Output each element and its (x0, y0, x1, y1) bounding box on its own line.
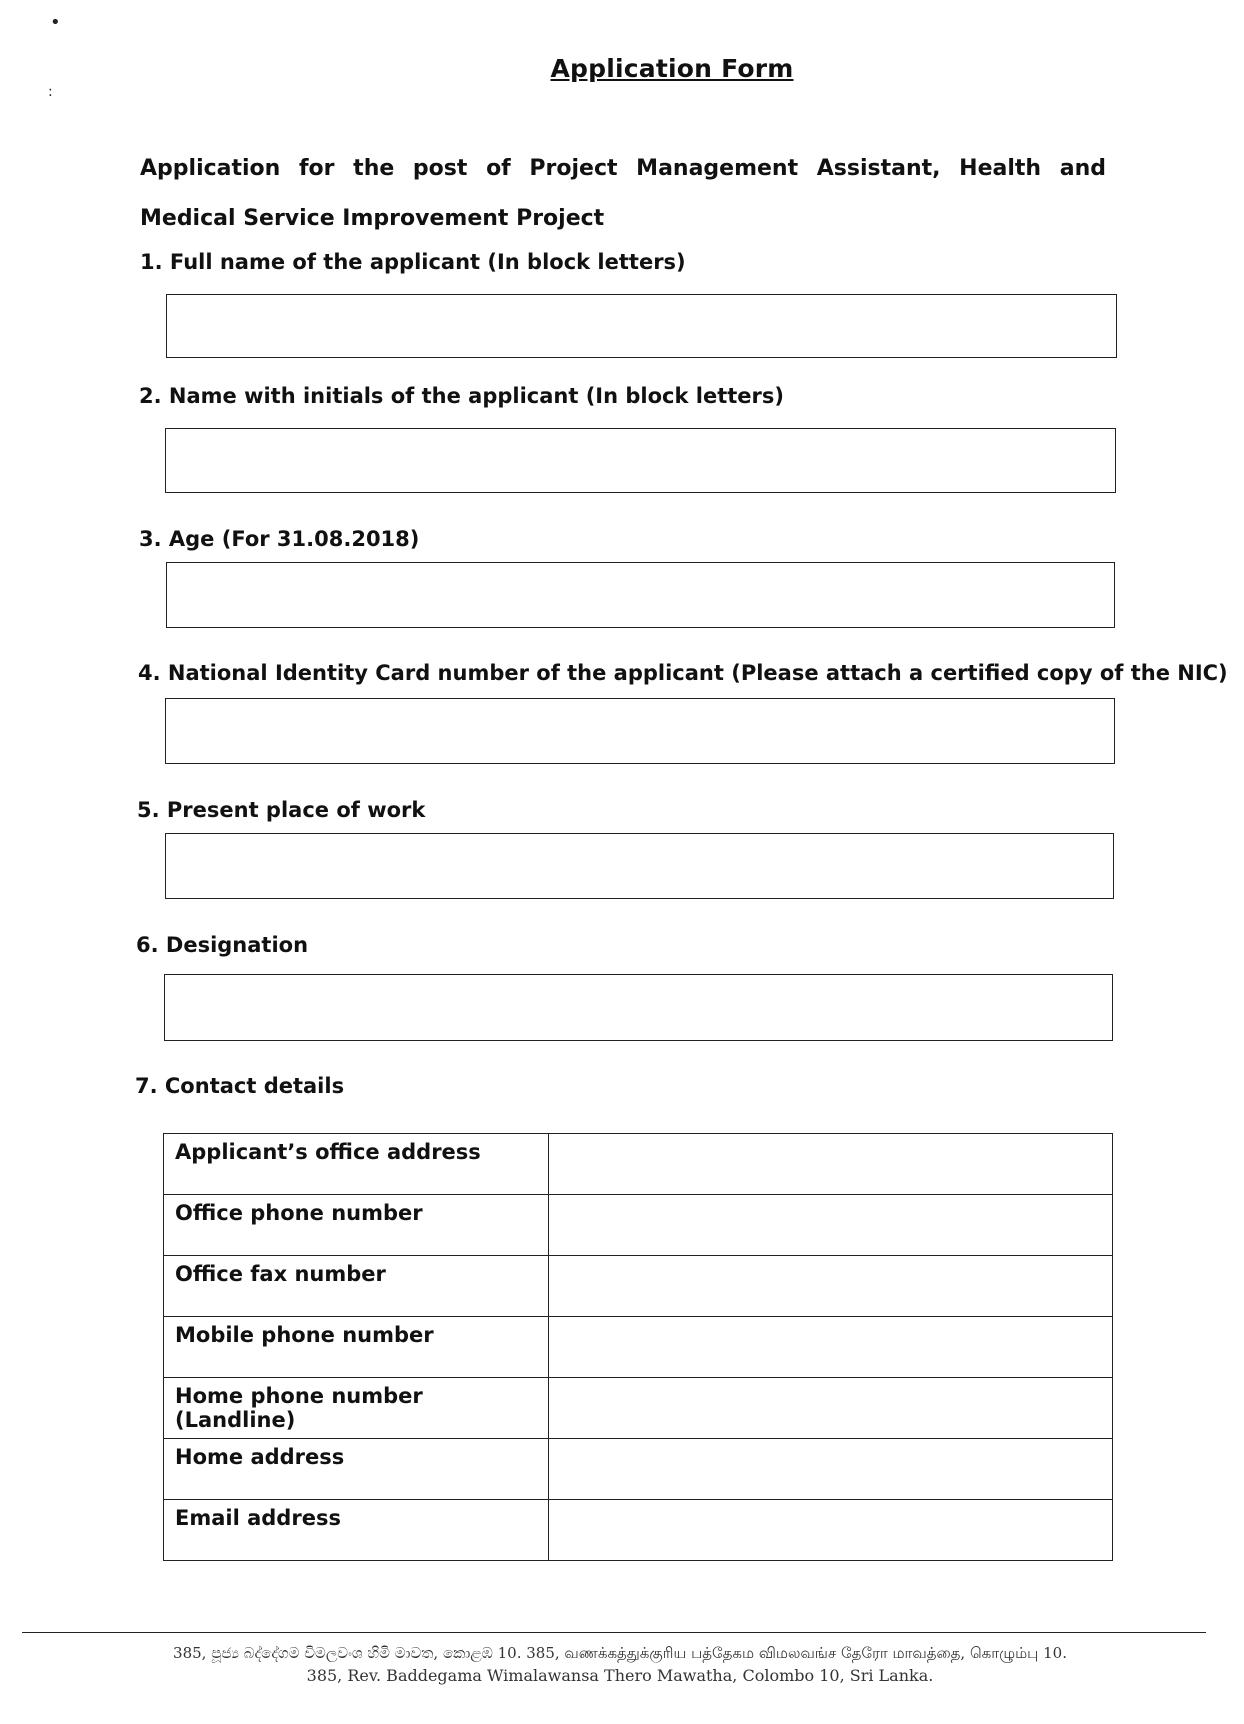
table-row (164, 1134, 1113, 1195)
question-contact-details: 7. Contact details (135, 1074, 345, 1098)
table-row (164, 1317, 1113, 1378)
contact-label: Mobile phone number (164, 1317, 549, 1378)
contact-details-table (163, 1133, 1113, 1561)
full-name-field[interactable] (166, 294, 1117, 358)
scan-mark: • (50, 12, 61, 33)
email-address-field[interactable] (549, 1500, 1113, 1561)
office-address-field[interactable] (549, 1134, 1113, 1195)
contact-label: Office phone number (164, 1195, 549, 1256)
table-row (164, 1500, 1113, 1561)
question-nic: 4. National Identity Card number of the applicant (Please attach a certified copy of the NIC) (138, 661, 1228, 685)
footer-divider (22, 1632, 1206, 1633)
contact-label: Office fax number (164, 1256, 549, 1317)
contact-label: Home address (164, 1439, 549, 1500)
contact-label: Home phone number (Landline) (164, 1378, 549, 1439)
table-row (164, 1439, 1113, 1500)
footer-address-local: 385, පූජ්‍ය බද්දේගම විමලවංශ හිමි මාවත, කොළඹ 10. 385, வணக்கத்துக்குரிய பத்தேகம விமலவங்ச தேரோ மாவத்தை, கொழும்பு 10. (173, 1644, 1067, 1662)
contact-label: Email address (164, 1500, 549, 1561)
form-title: Application Form (550, 54, 794, 83)
table-row (164, 1256, 1113, 1317)
mobile-phone-field[interactable] (549, 1317, 1113, 1378)
question-place-of-work: 5. Present place of work (137, 798, 426, 822)
question-age: 3. Age (For 31.08.2018) (139, 527, 420, 551)
question-full-name: 1. Full name of the applicant (In block letters) (140, 250, 686, 274)
table-row (164, 1195, 1113, 1256)
place-of-work-field[interactable] (165, 833, 1114, 899)
office-phone-field[interactable] (549, 1195, 1113, 1256)
table-row (164, 1378, 1113, 1439)
age-field[interactable] (166, 562, 1115, 628)
home-phone-field[interactable] (549, 1378, 1113, 1439)
home-address-field[interactable] (549, 1439, 1113, 1500)
contact-label: Applicant’s office address (164, 1134, 549, 1195)
question-name-initials: 2. Name with initials of the applicant (In block letters) (139, 384, 784, 408)
nic-field[interactable] (165, 698, 1115, 764)
footer-address-english: 385, Rev. Baddegama Wimalawansa Thero Mawatha, Colombo 10, Sri Lanka. (306, 1666, 934, 1685)
name-initials-field[interactable] (165, 428, 1116, 493)
office-fax-field[interactable] (549, 1256, 1113, 1317)
form-intro: Application for the post of Project Management Assistant, Health and Medical Service Improvement Project (140, 156, 1106, 231)
designation-field[interactable] (164, 974, 1113, 1041)
question-designation: 6. Designation (136, 933, 309, 957)
scan-mark: : (48, 84, 53, 100)
